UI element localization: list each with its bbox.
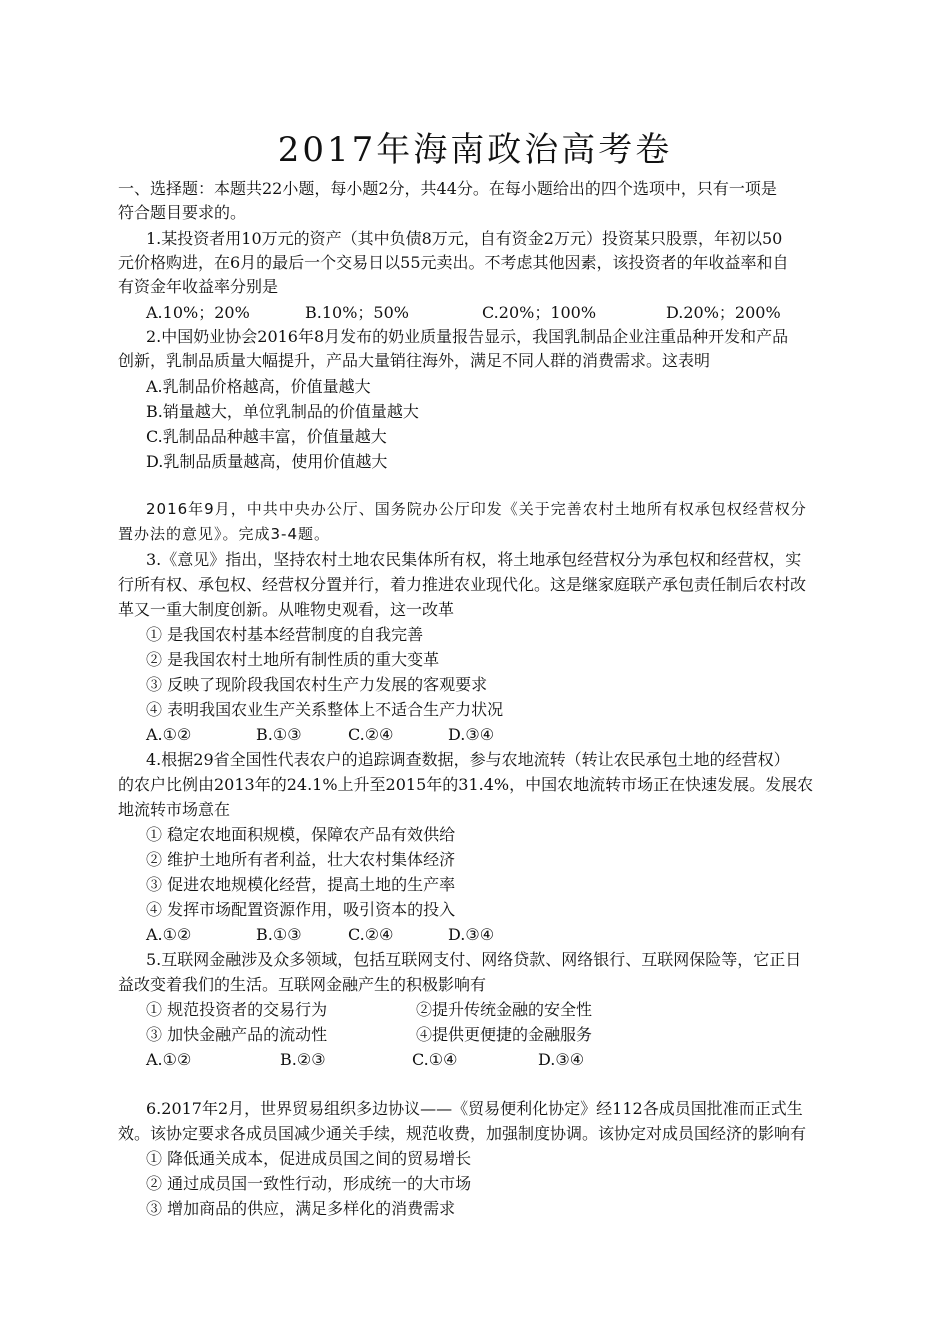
q3-option-c: C.②④ <box>348 725 394 744</box>
section-instructions-line-1: 一、选择题：本题共22小题，每小题2分，共44分。在每小题给出的四个选项中，只有一项是 <box>118 179 777 198</box>
q4-option-a: A.①② <box>146 925 192 944</box>
q5-option-b: B.②③ <box>280 1050 326 1069</box>
q6-item-3: ③ 增加商品的供应，满足多样化的消费需求 <box>146 1199 456 1218</box>
q3-stem-line-2: 行所有权、承包权、经营权分置并行，着力推进农业现代化。这是继家庭联产承包责任制后农村改 <box>118 575 807 594</box>
q4-stem-line-1: 4.根据29省全国性代表农户的追踪调查数据，参与农地流转（转让农民承包土地的经营权） <box>146 750 790 769</box>
q5-option-a: A.①② <box>146 1050 192 1069</box>
q1-stem-line-1: 1.某投资者用10万元的资产（其中负债8万元，自有资金2万元）投资某只股票，年初以50 <box>146 229 783 248</box>
q2-stem-line-1: 2.中国奶业协会2016年8月发布的奶业质量报告显示，我国乳制品企业注重品种开发和产品 <box>146 327 789 346</box>
q4-item-4: ④ 发挥市场配置资源作用，吸引资本的投入 <box>146 900 456 919</box>
q2-option-b: B.销量越大，单位乳制品的价值量越大 <box>146 402 419 421</box>
section-instructions-line-2: 符合题目要求的。 <box>118 203 247 222</box>
q3-item-3: ③ 反映了现阶段我国农村生产力发展的客观要求 <box>146 675 488 694</box>
q3-item-4: ④ 表明我国农业生产关系整体上不适合生产力状况 <box>146 700 504 719</box>
q5-stem-line-1: 5.互联网金融涉及众多领域，包括互联网支付、网络贷款、网络银行、互联网保险等，它正日 <box>146 950 802 969</box>
q4-item-1: ① 稳定农地面积规模，保障农产品有效供给 <box>146 825 456 844</box>
q3-option-a: A.①② <box>146 725 192 744</box>
q6-item-2: ② 通过成员国一致性行动，形成统一的大市场 <box>146 1174 472 1193</box>
q1-option-d: D.20%；200% <box>666 303 781 322</box>
q4-item-3: ③ 促进农地规模化经营，提高土地的生产率 <box>146 875 456 894</box>
q3-4-intro-line-2: 置办法的意见》。完成3-4题。 <box>118 525 331 543</box>
q1-stem-line-2: 元价格购进，在6月的最后一个交易日以55元卖出。不考虑其他因素，该投资者的年收益率和自 <box>118 253 789 272</box>
q2-option-c: C.乳制品品种越丰富，价值量越大 <box>146 427 387 446</box>
q2-stem-line-2: 创新，乳制品质量大幅提升，产品大量销往海外，满足不同人群的消费需求。这表明 <box>118 351 711 370</box>
q1-stem-line-3: 有资金年收益率分别是 <box>118 277 279 296</box>
q4-item-2: ② 维护土地所有者利益，壮大农村集体经济 <box>146 850 456 869</box>
q2-option-d: D.乳制品质量越高，使用价值越大 <box>146 452 388 471</box>
q6-stem-line-2: 效。该协定要求各成员国减少通关手续，规范收费，加强制度协调。该协定对成员国经济的影响有 <box>118 1124 807 1143</box>
q6-stem-line-1: 6.2017年2月，世界贸易组织多边协议——《贸易便利化协定》经112各成员国批准而正式生 <box>146 1099 803 1118</box>
q4-stem-line-3: 地流转市场意在 <box>118 800 231 819</box>
q4-stem-line-2: 的农户比例由2013年的24.1%上升至2015年的31.4%，中国农地流转市场正在快速发展。发展农 <box>118 775 814 794</box>
q3-stem-line-1: 3.《意见》指出，坚持农村土地农民集体所有权，将土地承包经营权分为承包权和经营权，实 <box>146 550 802 569</box>
q3-stem-line-3: 革又一重大制度创新。从唯物史观看，这一改革 <box>118 600 455 619</box>
q3-option-d: D.③④ <box>448 725 495 744</box>
q4-option-c: C.②④ <box>348 925 394 944</box>
q5-item-4: ④提供更便捷的金融服务 <box>416 1025 593 1044</box>
q4-option-d: D.③④ <box>448 925 495 944</box>
q3-4-intro-line-1: 2016年9月，中共中央办公厅、国务院办公厅印发《关于完善农村土地所有权承包权经营权分 <box>146 500 807 518</box>
q6-item-1: ① 降低通关成本，促进成员国之间的贸易增长 <box>146 1149 472 1168</box>
q5-item-1: ① 规范投资者的交易行为 <box>146 1000 328 1019</box>
q5-option-d: D.③④ <box>538 1050 585 1069</box>
q1-option-a: A.10%；20% <box>146 303 250 322</box>
q5-item-2: ②提升传统金融的安全性 <box>416 1000 593 1019</box>
q3-item-2: ② 是我国农村土地所有制性质的重大变革 <box>146 650 440 669</box>
q4-option-b: B.①③ <box>256 925 302 944</box>
q5-item-3: ③ 加快金融产品的流动性 <box>146 1025 328 1044</box>
q2-option-a: A.乳制品价格越高，价值量越大 <box>146 377 371 396</box>
q1-option-b: B.10%；50% <box>305 303 409 322</box>
q1-option-c: C.20%；100% <box>482 303 597 322</box>
q5-stem-line-2: 益改变着我们的生活。互联网金融产生的积极影响有 <box>118 975 487 994</box>
q5-option-c: C.①④ <box>412 1050 458 1069</box>
page-title: 2017年海南政治高考卷 <box>277 130 673 170</box>
q3-item-1: ① 是我国农村基本经营制度的自我完善 <box>146 625 424 644</box>
q3-option-b: B.①③ <box>256 725 302 744</box>
